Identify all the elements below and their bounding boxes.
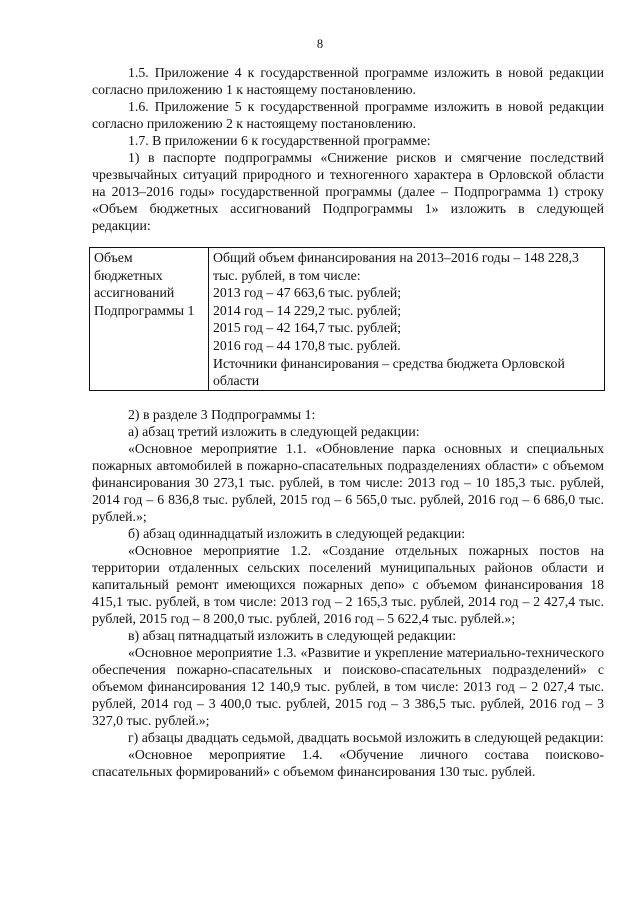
paragraph-item-2: 2) в разделе 3 Подпрограммы 1: xyxy=(128,406,316,422)
table-line-2013: 2013 год – 47 663,6 тыс. рублей; xyxy=(213,285,402,301)
table-label-cell xyxy=(90,248,209,391)
paragraph-measure-1-3: «Основное мероприятие 1.3. «Развитие и укрепление материально-технического обеспечения пожарно-спасательных и поисково-спасательных подразделений» с объемом финансирования 12 140,9 тыс. рублей, в том числе: 2013 год – 2 027,4 тыс. рублей, 2014 год – 3 400,0 тыс. рублей, 2015 год – 3 386,5 тыс. рублей, 2016 год – 3 327,0 тыс. рублей.»; xyxy=(92,644,604,728)
table-value-cell xyxy=(209,248,605,391)
paragraph-1-6: 1.6. Приложение 5 к государственной программе изложить в новой редакции согласно приложению 2 к настоящему постановлению. xyxy=(92,99,604,131)
table-row xyxy=(90,248,605,391)
table-line-2014: 2014 год – 14 229,2 тыс. рублей; xyxy=(213,302,402,318)
table-line-sources: Источники финансирования – средства бюджета Орловской области xyxy=(213,355,565,389)
table-line-2015: 2015 год – 42 164,7 тыс. рублей; xyxy=(213,320,402,336)
document-body xyxy=(92,64,604,780)
paragraph-1-7: 1.7. В приложении 6 к государственной программе: xyxy=(128,133,431,148)
paragraph-item-g: г) абзацы двадцать седьмой, двадцать восьмой изложить в следующей редакции: xyxy=(128,729,604,745)
paragraph-measure-1-2: «Основное мероприятие 1.2. «Создание отдельных пожарных постов на территории отдаленных сельских поселений муниципальных районов области и капитальный ремонт имеющихся пожарных депо» с объемом финансирования 18 415,1 тыс. рублей, в том числе: 2013 год – 2 165,3 тыс. рублей, 2014 год – 2 427,4 тыс. рублей, 2015 год – 8 200,0 тыс. рублей, 2016 год – 5 622,4 тыс. рублей.»; xyxy=(92,542,604,626)
paragraph-item-v: в) абзац пятнадцатый изложить в следующей редакции: xyxy=(128,627,457,643)
table-line-total: Общий объем финансирования на 2013–2016 годы – 148 228,3 тыс. рублей, в том числе: xyxy=(213,250,579,283)
paragraph-measure-1-4: «Основное мероприятие 1.4. «Обучение личного состава поисково-спасательных формирований» с объемом финансирования 130 тыс. рублей. xyxy=(92,746,604,779)
paragraph-item-a: а) абзац третий изложить в следующей редакции: xyxy=(128,423,420,439)
page-number: 8 xyxy=(316,37,324,51)
paragraph-1-5: 1.5. Приложение 4 к государственной программе изложить в новой редакции согласно приложению 1 к настоящему постановлению. xyxy=(92,65,604,97)
table-label: Объем бюджетных ассигнований Подпрограммы 1 xyxy=(94,250,195,318)
budget-allocation-table xyxy=(89,247,605,391)
paragraph-measure-1-1: «Основное мероприятие 1.1. «Обновление парка основных и специальных пожарных автомобилей в пожарно-спасательных подразделениях области» с объемом финансирования 30 273,1 тыс. рублей, в том числе: 2013 год – 10 185,3 тыс. рублей, 2014 год – 6 836,8 тыс. рублей, 2015 год – 6 565,0 тыс. рублей, 2016 год – 6 686,0 тыс. рублей.»; xyxy=(92,440,604,524)
paragraph-item-b: б) абзац одиннадцатый изложить в следующей редакции: xyxy=(128,525,466,541)
table-line-2016: 2016 год – 44 170,8 тыс. рублей. xyxy=(213,337,401,353)
paragraph-item-1: 1) в паспорте подпрограммы «Снижение рисков и смягчение последствий чрезвычайных ситуаций природного и техногенного характера в Орловской области на 2013–2016 годы» государственной программы (далее – Подпрограмма 1) строку «Объем бюджетных ассигнований Подпрограммы 1» изложить в следующей редакции: xyxy=(92,150,604,233)
